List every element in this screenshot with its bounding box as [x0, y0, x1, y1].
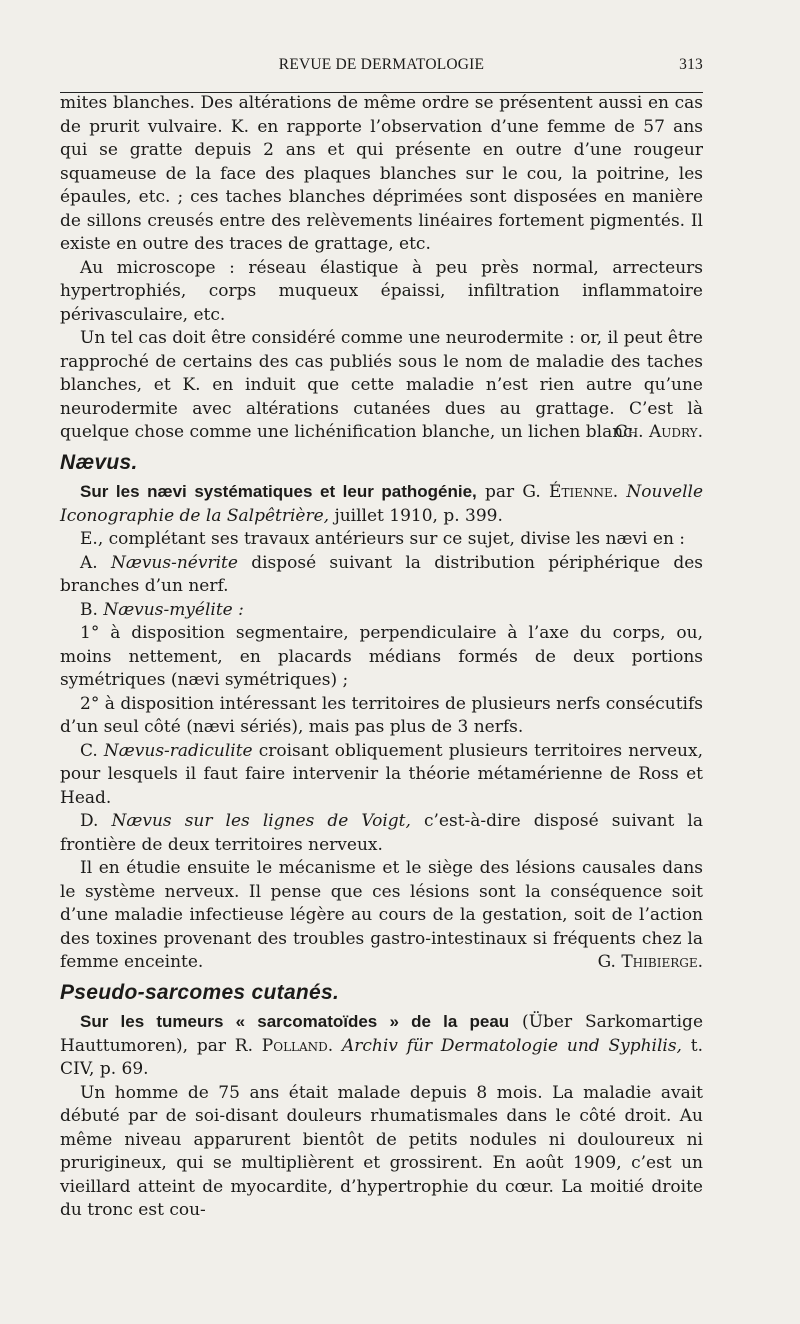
page-number: 313 — [679, 56, 703, 73]
paragraph: Au microscope : réseau élastique à peu près normal, arrecteurs hypertrophiés, corps muqueux épaissi, infiltration inflammatoire périvasculaire, etc. — [60, 257, 703, 325]
paragraph: 2° à disposition intéressant les territoires de plusieurs nerfs consécutifs d’un seul côté (nævi sériés), mais pas plus de 3 nerfs. — [60, 693, 703, 737]
item-text: croisant obliquement plusieurs territoires nerveux, pour lesquels il faut faire intervenir la théorie métamérienne de Ross et Head. — [60, 740, 703, 808]
item-term: Nævus-névrite — [110, 552, 238, 573]
item-label: C. — [80, 740, 104, 761]
section-heading: Nævus. — [60, 450, 138, 474]
paragraph — [60, 327, 703, 445]
running-header — [60, 56, 703, 80]
article-citation — [60, 1010, 703, 1082]
paragraph: E., complétant ses travaux antérieurs sur ce sujet, divise les nævi en : — [80, 529, 686, 549]
item-text: disposé suivant la distribution périphérique des branches d’un nerf. — [60, 552, 703, 596]
paragraph: 1° à disposition segmentaire, perpendiculaire à l’axe du corps, ou, moins nettement, en placards médians formés de deux portions symétriques (nævi symétriques) ; — [60, 623, 703, 690]
citation-text: par G. — [476, 482, 550, 502]
citation-volume: t. CIV, p. 69. — [60, 1035, 704, 1079]
citation-date: juillet 1910, p. 399. — [329, 505, 503, 526]
signature: Ch. Audry. — [614, 422, 703, 442]
item-term: Nævus sur les lignes de Voigt, — [111, 811, 411, 831]
item-label: D. — [80, 811, 112, 831]
item-label: A. — [80, 552, 111, 573]
item-term: Nævus-myélite : — [103, 599, 244, 620]
item-term: Nævus-radiculite — [103, 740, 253, 761]
article-title: Sur les tumeurs « sarcomatoïdes » de la peau — [80, 1012, 510, 1031]
article-title: Sur les nævi systématiques et leur pathogénie, — [80, 482, 477, 501]
item-label: B. — [80, 599, 104, 620]
paragraph-text: Un tel cas doit être considéré comme une neurodermite : or, il peut être rapproché de certains des cas publiés sous le nom de maladie des taches blanches, et K. en induit que cette maladie n’est rien autre qu’une neurodermite avec altérations cutanées dues au grattage. C’est là quelque chose comme une lichénification blanche, un lichen blanc. — [60, 328, 703, 442]
paragraph-text: Il en étudie ensuite le mécanisme et le siège des lésions causales dans le système nerveux. Il pense que ces lésions sont la conséquence soit d’une maladie infectieuse légère au cours de la gestation, soit de l’action des toxines provenant des troubles gastro-intestinaux si fréquents chez la femme enceinte. — [60, 858, 703, 972]
journal-title: REVUE DE DERMATOLOGIE — [278, 56, 485, 73]
article-citation — [60, 480, 703, 528]
paragraph: Un homme de 75 ans était malade depuis 8 mois. La maladie avait débuté par de soi-disant douleurs rhumatismales dans le côté droit. Au même niveau apparurent bientôt de petits nodules ni douloureux ni prurigineux, qui se multiplièrent et grossirent. En août 1909, c’est un vieillard atteint de myocardite, d’hypertrophie du cœur. La moitié droite du tronc est cou- — [60, 1082, 703, 1220]
article-body — [60, 92, 703, 1223]
list-item — [60, 740, 703, 811]
author-name: Étienne. — [549, 482, 619, 502]
signature: G. Thibierge. — [597, 952, 703, 972]
list-item — [60, 599, 703, 623]
paragraph — [60, 857, 703, 975]
citation-text: (Über Sarkomartige Hauttumoren), par R. — [60, 1012, 703, 1056]
journal-name: Archiv für Dermatologie und Syphilis, — [333, 1035, 682, 1056]
author-name: Polland. — [261, 1035, 334, 1056]
list-item — [60, 810, 703, 857]
paragraph: mites blanches. Des altérations de même ordre se présentent aussi en cas de prurit vulvaire. K. en rapporte l’observation d’une femme de 57 ans qui se gratte depuis 2 ans et qui présente en outre d’une rougeur squameuse de la face des plaques blanches sur le cou, la poitrine, les épaules, etc. ; ces taches blanches déprimées sont disposées en manière de sillons creusés entre des relèvements linéaires fortement pigmentés. Il existe en outre des traces de grattage, etc. — [60, 93, 703, 254]
list-item — [60, 552, 703, 599]
section-heading: Pseudo-sarcomes cutanés. — [60, 980, 340, 1004]
item-text: c’est-à-dire disposé suivant la frontière de deux territoires nerveux. — [60, 811, 703, 855]
journal-name: Nouvelle Iconographie de la Salpêtrière, — [60, 482, 704, 526]
